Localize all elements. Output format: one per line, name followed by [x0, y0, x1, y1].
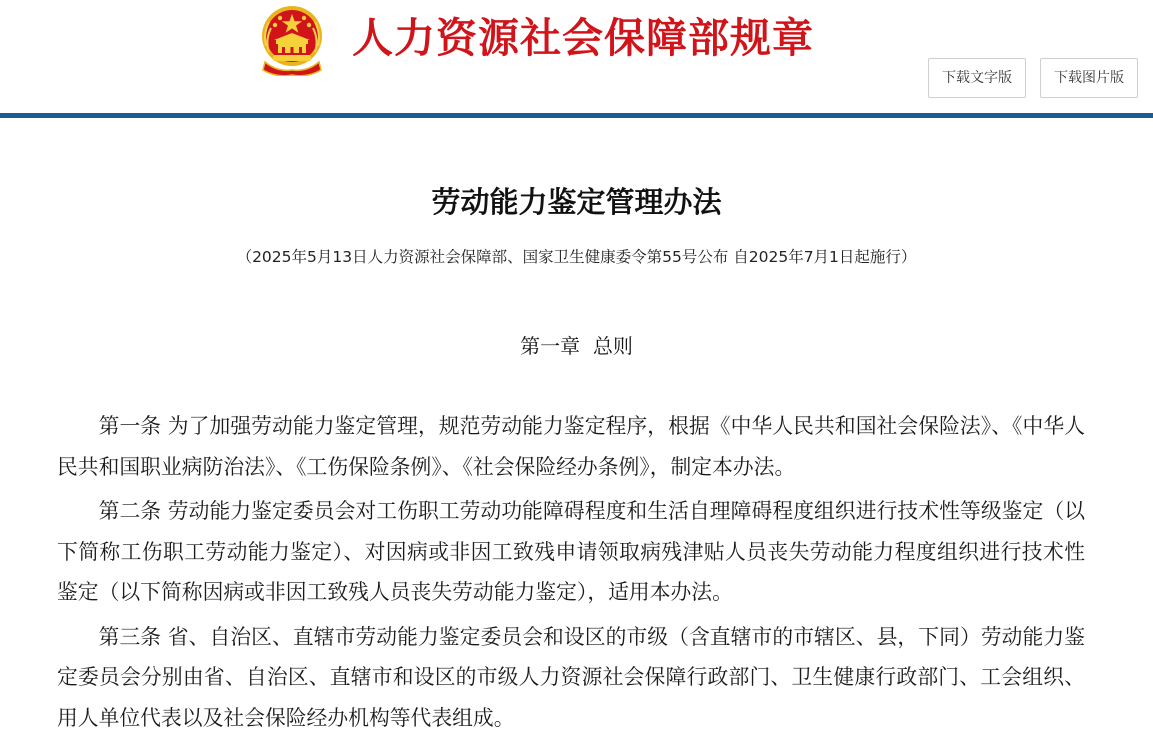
header-divider [0, 113, 1153, 118]
site-header [0, 0, 1153, 114]
site-title: 人力资源社会保障部规章 [352, 12, 814, 64]
document-body [57, 406, 1085, 738]
document-title: 劳动能力鉴定管理办法 [0, 180, 1153, 224]
document-subtitle: （2025年5月13日人力资源社会保障部、国家卫生健康委令第55号公布 自2025年7月1日起施行） [0, 243, 1153, 271]
download-text-version-button[interactable]: 下载文字版 [928, 58, 1026, 98]
article-1: 第一条 为了加强劳动能力鉴定管理，规范劳动能力鉴定程序，根据《中华人民共和国社会保险法》、《中华人民共和国职业病防治法》、《工伤保险条例》、《社会保险经办条例》，制定本办法。 [57, 406, 1085, 487]
article-3: 第三条 省、自治区、直辖市劳动能力鉴定委员会和设区的市级（含直辖市的市辖区、县，下同）劳动能力鉴定委员会分别由省、自治区、直辖市和设区的市级人力资源社会保障行政部门、卫生健康行政部门、工会组织、用人单位代表以及社会保险经办机构等代表组成。 [57, 617, 1085, 738]
article-2: 第二条 劳动能力鉴定委员会对工伤职工劳动功能障碍程度和生活自理障碍程度组织进行技术性等级鉴定（以下简称工伤职工劳动能力鉴定）、对因病或非因工致残申请领取病残津贴人员丧失劳动能力程度组织进行技术性鉴定（以下简称因病或非因工致残人员丧失劳动能力鉴定），适用本办法。 [57, 491, 1085, 613]
national-emblem-icon [257, 4, 327, 76]
download-image-version-button[interactable]: 下载图片版 [1040, 58, 1138, 98]
chapter-heading: 第一章 总则 [0, 328, 1153, 364]
